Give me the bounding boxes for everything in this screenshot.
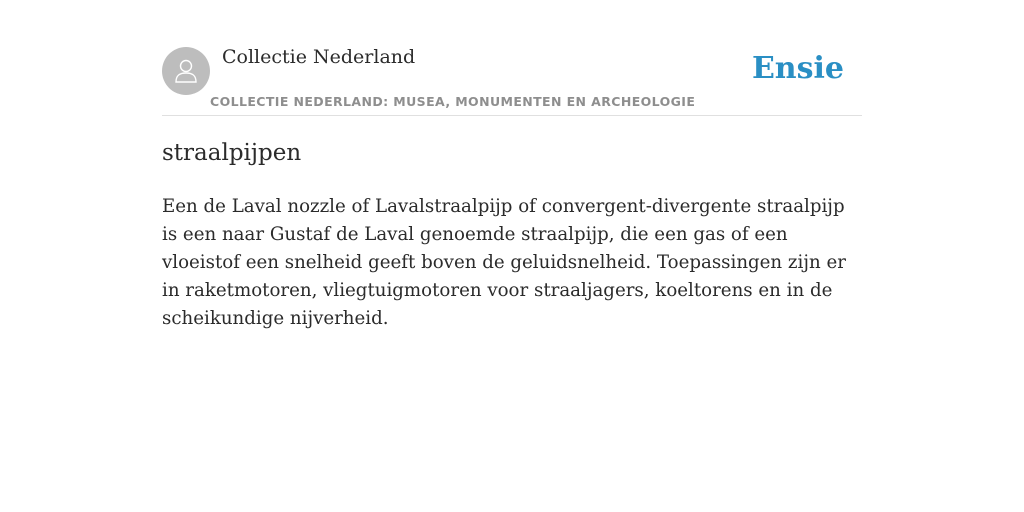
definition-text: Een de Laval nozzle of Lavalstraalpijp of convergent-divergente straalpijp is een naar Gustaf de Laval genoemde straalpijp, die een gas of een vloeistof een snelheid geeft boven de geluidsnelheid. Toepassingen zijn er in raketmotoren, vliegtuigmotoren voor straaljagers, koeltorens en in de scheikundige nijverheid. [162,196,846,329]
author-subtitle: COLLECTIE NEDERLAND: MUSEA, MONUMENTEN EN ARCHEOLOGIE [210,94,696,109]
page-title: straalpijpen [162,140,302,166]
brand-logo[interactable]: Ensie [751,51,844,86]
definition-card [162,0,862,329]
user-icon [171,56,201,86]
avatar[interactable] [162,47,210,95]
card-header [162,0,862,116]
author-name[interactable]: Collectie Nederland [222,46,416,68]
